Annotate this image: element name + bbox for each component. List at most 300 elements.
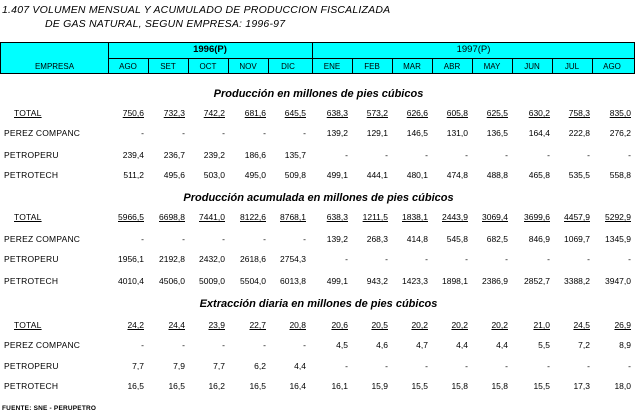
cell-value: 276,2 [609,128,631,138]
cell-value: 8122,6 [240,212,266,222]
cell-value: 8768,1 [280,212,306,222]
table-row [0,320,637,332]
table-cell [308,254,348,264]
table-cell [428,212,468,222]
cell-value: 474,8 [446,170,468,180]
source-note: FUENTE: SNE - PERUPETRO [2,405,97,412]
table-cell [185,381,225,391]
cell-value: 15,8 [451,381,468,391]
cell-value: 943,2 [366,276,388,286]
table-cell [145,170,185,180]
cell-value: 2386,9 [482,276,508,286]
title-line-2: DE GAS NATURAL, SEGUN EMPRESA: 1996-97 [45,18,286,30]
table-cell [308,212,348,222]
table-cell [550,254,590,264]
table-cell [266,108,306,118]
table-cell [428,340,468,350]
cell-value: - [505,361,508,371]
table-cell [388,234,428,244]
table-row [0,108,637,120]
table-cell [226,170,266,180]
table-cell [145,361,185,371]
table-cell [510,234,550,244]
month-header: MAY [483,62,501,71]
group-1997: 1997(P) [456,44,491,55]
cell-value: 131,0 [446,128,468,138]
table-cell [104,108,144,118]
table-cell [550,170,590,180]
table-cell [468,170,508,180]
table-cell [308,361,348,371]
cell-value: 3069,4 [482,212,508,222]
table-cell [104,361,144,371]
cell-value: 758,3 [568,108,590,118]
table-title [2,3,390,31]
month-divider [228,58,229,73]
table-cell [348,340,388,350]
cell-value: 495,0 [244,170,266,180]
table-cell [104,276,144,286]
cell-value: 5292,9 [605,212,631,222]
cell-value: 1423,3 [402,276,428,286]
table-cell [145,108,185,118]
table-cell [266,234,306,244]
cell-value: - [141,128,144,138]
table-cell [428,170,468,180]
table-row [0,276,637,288]
cell-value: 6698,8 [159,212,185,222]
cell-value: 15,9 [371,381,388,391]
cell-value: - [465,150,468,160]
table-cell [550,212,590,222]
table-cell [266,340,306,350]
table-cell [226,150,266,160]
table-cell [428,276,468,286]
table-cell [468,150,508,160]
table-cell [145,276,185,286]
month-divider [472,58,473,73]
month-header: ENE [323,62,341,71]
table-cell [266,212,306,222]
table-cell [348,234,388,244]
cell-value: - [141,234,144,244]
cell-value: 164,4 [528,128,550,138]
cell-value: 846,9 [528,234,550,244]
cell-value: 2618,6 [240,254,266,264]
table-cell [388,128,428,138]
cell-value: - [505,150,508,160]
cell-value: 573,2 [366,108,388,118]
cell-value: 21,0 [533,320,550,330]
cell-value: - [385,150,388,160]
cell-value: 20,8 [289,320,306,330]
cell-value: 444,1 [366,170,388,180]
cell-value: 5009,0 [199,276,225,286]
table-cell [348,254,388,264]
cell-value: 146,5 [406,128,428,138]
cell-value: - [345,150,348,160]
cell-value: 750,6 [122,108,144,118]
cell-value: - [425,254,428,264]
row-label: PETROTECH [4,276,59,286]
cell-value: - [222,340,225,350]
table-cell [145,150,185,160]
cell-value: 4,7 [416,340,428,350]
table-cell [388,340,428,350]
cell-value: 1069,7 [564,234,590,244]
table-cell [104,170,144,180]
cell-value: 139,2 [326,234,348,244]
table-cell [388,108,428,118]
table-cell [388,150,428,160]
table-cell [266,254,306,264]
table-row [0,234,637,246]
cell-value: 22,7 [249,320,266,330]
cell-value: 545,8 [446,234,468,244]
table-cell [145,381,185,391]
cell-value: 535,5 [568,170,590,180]
month-header: ABR [443,62,461,71]
cell-value: - [182,128,185,138]
section-title: Extracción diaria en millones de pies cúbicos [199,298,438,310]
cell-value: - [141,340,144,350]
cell-value: 1345,9 [605,234,631,244]
table-cell [104,150,144,160]
cell-value: 16,4 [289,381,306,391]
cell-value: 20,2 [451,320,468,330]
table-cell [226,234,266,244]
cell-value: 2192,8 [159,254,185,264]
table-cell [591,254,631,264]
table-cell [308,128,348,138]
cell-value: - [628,361,631,371]
cell-value: 5,5 [538,340,550,350]
cell-value: 605,8 [446,108,468,118]
cell-value: 24,2 [127,320,144,330]
cell-value: - [465,361,468,371]
cell-value: 239,4 [122,150,144,160]
row-label: PEREZ COMPANC [4,234,81,244]
table-cell [510,361,550,371]
cell-value: 4,6 [376,340,388,350]
cell-value: 17,3 [573,381,590,391]
table-row [0,212,637,224]
cell-value: 135,7 [284,150,306,160]
row-label: PETROTECH [4,170,59,180]
table-cell [266,361,306,371]
cell-value: 5966,5 [118,212,144,222]
row-label: PETROTECH [4,381,59,391]
table-row [0,150,637,162]
table-cell [185,234,225,244]
table-cell [348,128,388,138]
table-cell [348,320,388,330]
table-cell [145,128,185,138]
month-divider [268,58,269,73]
row-label: TOTAL [14,320,42,330]
table-cell [428,128,468,138]
table-cell [591,108,631,118]
cell-value: 4,4 [456,340,468,350]
cell-value: - [345,254,348,264]
cell-value: 645,5 [284,108,306,118]
table-cell [388,170,428,180]
table-cell [550,234,590,244]
table-cell [226,340,266,350]
cell-value: 499,1 [326,170,348,180]
table-cell [145,320,185,330]
cell-value: 15,5 [533,381,550,391]
table-cell [308,170,348,180]
table-cell [591,381,631,391]
month-header: JUL [564,62,580,71]
table-cell [510,108,550,118]
cell-value: 7,7 [132,361,144,371]
table-cell [226,320,266,330]
table-cell [428,108,468,118]
table-cell [266,320,306,330]
cell-value: - [303,340,306,350]
cell-value: - [222,128,225,138]
cell-value: 682,5 [486,234,508,244]
table-cell [388,254,428,264]
cell-value: 1956,1 [118,254,144,264]
table-cell [591,340,631,350]
cell-value: 4,5 [336,340,348,350]
month-header: JUN [524,62,540,71]
cell-value: 16,5 [168,381,185,391]
cell-value: - [587,150,590,160]
cell-value: 8,9 [619,340,631,350]
table-cell [428,150,468,160]
month-divider [592,58,593,73]
table-cell [104,381,144,391]
table-cell [468,381,508,391]
table-cell [550,276,590,286]
cell-value: 1898,1 [442,276,468,286]
table-cell [468,128,508,138]
cell-value: 742,2 [203,108,225,118]
table-cell [145,340,185,350]
cell-value: 16,5 [249,381,266,391]
cell-value: 488,8 [486,170,508,180]
table-header [0,42,635,74]
table-cell [348,276,388,286]
table-cell [185,254,225,264]
table-cell [185,128,225,138]
cell-value: 15,5 [411,381,428,391]
table-cell [510,170,550,180]
cell-value: 626,6 [406,108,428,118]
month-header: OCT [199,62,217,71]
table-cell [591,276,631,286]
cell-value: 4,4 [294,361,306,371]
table-cell [510,150,550,160]
month-header: AGO [119,62,137,71]
row-label: TOTAL [14,108,42,118]
table-cell [591,150,631,160]
month-header: MAR [403,62,421,71]
cell-value: 268,3 [366,234,388,244]
table-cell [308,340,348,350]
month-header: SET [160,62,176,71]
table-cell [468,108,508,118]
table-cell [348,170,388,180]
cell-value: 495,6 [163,170,185,180]
cell-value: 3699,6 [524,212,550,222]
table-cell [104,320,144,330]
table-cell [428,381,468,391]
cell-value: 2852,7 [524,276,550,286]
cell-value: 236,7 [163,150,185,160]
month-header: AGO [603,62,621,71]
cell-value: 139,2 [326,128,348,138]
cell-value: - [182,234,185,244]
table-cell [308,150,348,160]
table-cell [348,150,388,160]
table-cell [308,234,348,244]
table-cell [145,234,185,244]
table-cell [510,128,550,138]
cell-value: 20,2 [411,320,428,330]
table-cell [266,150,306,160]
section-title: Producción acumulada en millones de pies cúbicos [183,192,454,204]
month-header: NOV [239,62,257,71]
row-label: PEREZ COMPANC [4,340,81,350]
table-cell [591,234,631,244]
cell-value: 4457,9 [564,212,590,222]
cell-value: 20,2 [491,320,508,330]
table-cell [308,381,348,391]
cell-value: 20,6 [331,320,348,330]
table-cell [468,234,508,244]
cell-value: 16,5 [127,381,144,391]
table-cell [348,108,388,118]
table-cell [185,150,225,160]
table-cell [145,254,185,264]
cell-value: 1211,5 [362,212,388,222]
table-cell [185,361,225,371]
table-cell [226,254,266,264]
table-cell [591,128,631,138]
cell-value: 26,9 [614,320,631,330]
table-cell [510,381,550,391]
table-cell [185,212,225,222]
table-cell [348,212,388,222]
table-row [0,381,637,393]
cell-value: 4506,0 [159,276,185,286]
cell-value: 480,1 [406,170,428,180]
table-cell [348,381,388,391]
cell-value: 239,2 [203,150,225,160]
table-cell [468,212,508,222]
table-cell [226,276,266,286]
table-cell [104,340,144,350]
cell-value: - [303,234,306,244]
table-row [0,170,637,182]
cell-value: 465,8 [528,170,550,180]
cell-value: 4,4 [496,340,508,350]
table-cell [428,361,468,371]
table-cell [185,108,225,118]
header-rule [108,58,634,59]
cell-value: 23,9 [208,320,225,330]
section-title: Producción en millones de pies cúbicos [213,88,424,100]
title-line-1: 1.407 VOLUMEN MENSUAL Y ACUMULADO DE PRODUCCION FISCALIZADA [2,4,391,16]
table-cell [266,381,306,391]
month-header: FEB [364,62,380,71]
cell-value: 129,1 [366,128,388,138]
table-cell [550,340,590,350]
cell-value: 2754,3 [280,254,306,264]
group-1996: 1996(P) [193,44,227,55]
table-cell [510,254,550,264]
cell-value: 20,5 [371,320,388,330]
cell-value: - [182,340,185,350]
cell-value: 3947,0 [605,276,631,286]
cell-value: 414,8 [406,234,428,244]
table-cell [104,128,144,138]
row-label: PETROPERU [4,150,59,160]
cell-value: - [465,254,468,264]
table-cell [308,320,348,330]
table-row [0,254,637,266]
cell-value: - [425,361,428,371]
cell-value: 16,1 [331,381,348,391]
cell-value: 1838,1 [402,212,428,222]
table-cell [468,340,508,350]
row-label: PEREZ COMPANC [4,128,81,138]
cell-value: 16,2 [208,381,225,391]
cell-value: 3388,2 [564,276,590,286]
table-cell [185,340,225,350]
cell-value: - [263,340,266,350]
cell-value: - [303,128,306,138]
table-cell [266,128,306,138]
table-cell [226,108,266,118]
table-row [0,128,637,140]
cell-value: 6013,8 [280,276,306,286]
row-label: PETROPERU [4,361,59,371]
cell-value: 7,9 [173,361,185,371]
table-cell [510,276,550,286]
cell-value: - [263,234,266,244]
cell-value: 15,8 [491,381,508,391]
table-cell [104,254,144,264]
table-cell [185,320,225,330]
cell-value: 638,3 [326,212,348,222]
table-cell [226,361,266,371]
cell-value: 509,8 [284,170,306,180]
cell-value: 511,2 [123,170,144,180]
cell-value: 7,7 [213,361,225,371]
table-cell [510,320,550,330]
table-cell [388,276,428,286]
table-cell [388,361,428,371]
cell-value: 630,2 [528,108,550,118]
table-cell [388,212,428,222]
cell-value: - [263,128,266,138]
cell-value: 24,5 [573,320,590,330]
cell-value: 136,5 [486,128,508,138]
table-cell [550,320,590,330]
row-label: TOTAL [14,212,42,222]
cell-value: - [385,254,388,264]
cell-value: - [222,234,225,244]
cell-value: 18,0 [614,381,631,391]
table-cell [266,170,306,180]
cell-value: 499,1 [326,276,348,286]
